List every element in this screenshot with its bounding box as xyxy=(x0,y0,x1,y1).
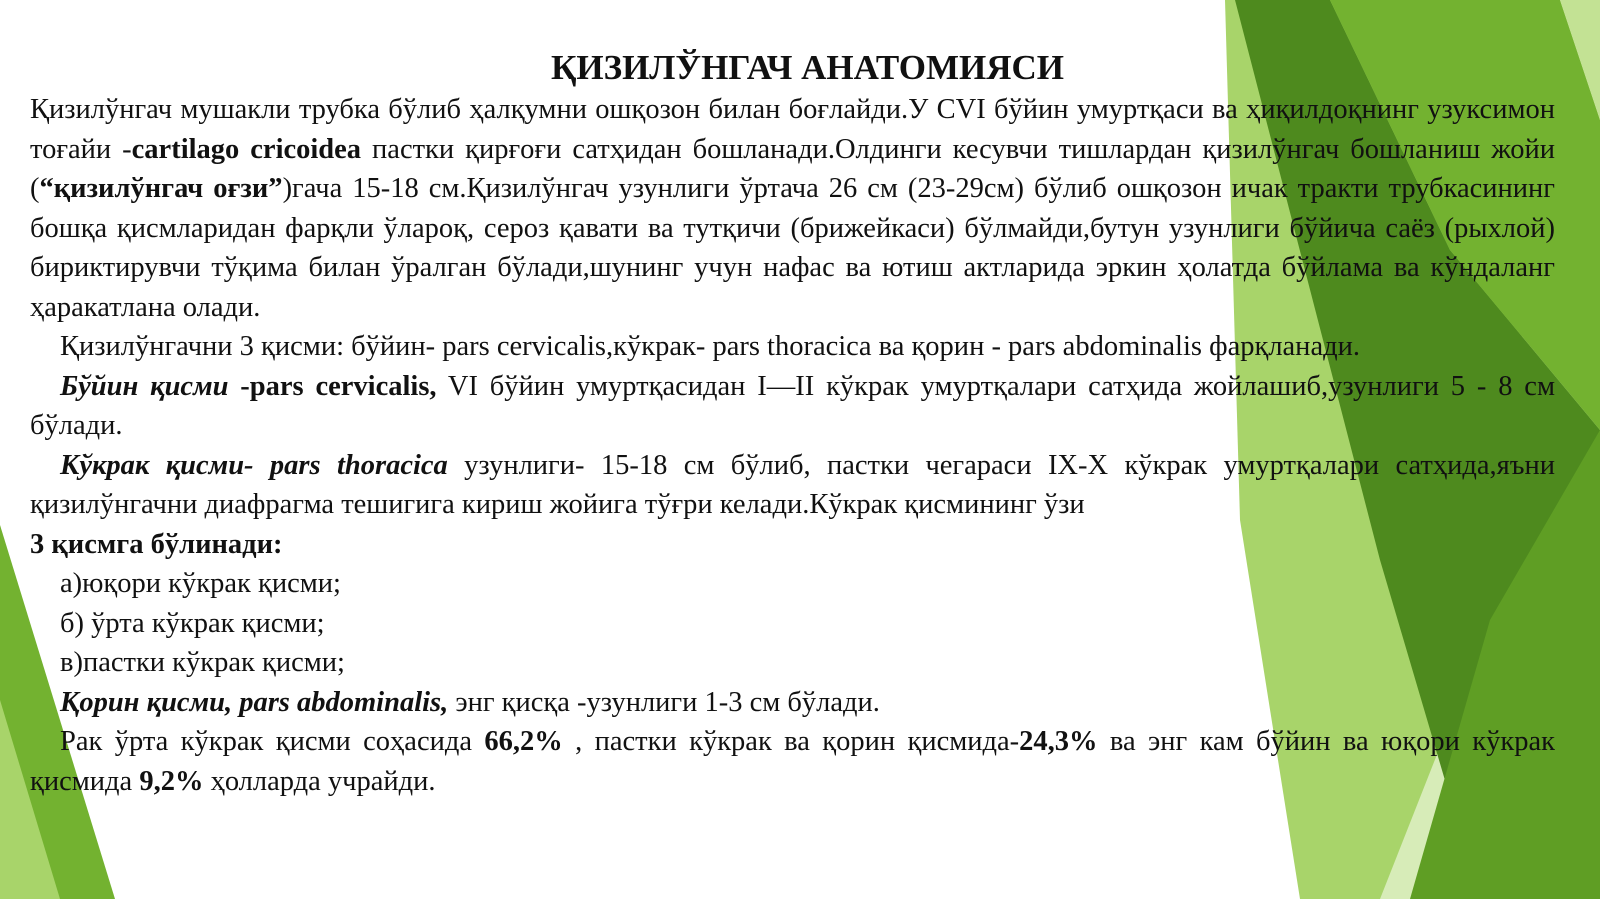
paragraph-cancer-stats xyxy=(30,722,1555,801)
text: Қизилўнгач мушакли трубка бўлиб ҳалқумни ошқозон билан боғлайди.У CVI бўйин умуртқаси ва ҳиқилдоқнинг узуксимон тоғайи - xyxy=(30,94,1555,165)
bold-italic-term: Қорин қисми, pars abdominalis, xyxy=(60,686,449,718)
text: узунлиги- 15-18 см бўлиб, пастки чегараси IX-X кўкрак умуртқалари сатҳида,яъни қизилўнгачни диафрагма тешигига кириш жойига тўғри келади.Кўкрак қисмининг ўзи xyxy=(30,449,1555,520)
bold-italic-term: Кўкрак қисми- pars thoracica xyxy=(60,449,448,481)
paragraph-intro xyxy=(30,90,1555,327)
list-item: в)пастки кўкрак қисми; xyxy=(60,647,345,678)
slide-title: ҚИЗИЛЎНГАЧ АНАТОМИЯСИ xyxy=(551,48,1064,87)
bold-term: cartilago cricoidea xyxy=(131,133,362,165)
bold-term: -pars cervicalis, xyxy=(228,370,437,402)
text: , пастки кўкрак ва қорин қисмида- xyxy=(562,726,1020,757)
slide-text-body xyxy=(30,46,1555,801)
stat-value: 66,2% xyxy=(484,726,563,757)
list-item: б) ўрта кўкрак қисми; xyxy=(60,607,325,639)
paragraph-thoracic xyxy=(30,446,1555,525)
text: )гача 15-18 см.Қизилўнгач узунлиги ўртача 26 см (23-29см) бўлиб ошқозон ичак тракти трубкасининг бошқа қисмларидан фарқли ўлароқ, сероз қавати ва тутқичи (брижейкаси) бўлмайди,бутун узунлиги бўйича саёз (рыхлой) бириктирувчи тўқима билан ўралган бўлади,шунинг учун нафас ва ютиш актларида эркин ҳолатда бўйлама ва кўндаланг ҳаракатлана олади. xyxy=(30,173,1555,323)
text: VI бўйин умуртқасидан I—II кўкрак умуртқалари сатҳида жойлашиб,узунлиги 5 - 8 см бўлади. xyxy=(30,370,1555,441)
list-item: а)юқори кўкрак қисми; xyxy=(60,568,341,599)
bold-term: “қизилўнгач оғзи” xyxy=(39,173,283,204)
bold-italic-term: Бўйин қисми xyxy=(60,370,229,402)
paragraph-parts: Қизилўнгачни 3 қисми: бўйин- pars cervicalis,кўкрак- pars thoracica ва қорин - pars abdominalis фарқланади. xyxy=(60,331,1360,362)
paragraph-cervical xyxy=(30,367,1555,446)
bold-heading: 3 қисмга бўлинади: xyxy=(30,528,283,560)
paragraph-divided xyxy=(30,525,1555,565)
text: энг қисқа -узунлиги 1-3 см бўлади. xyxy=(448,686,880,718)
text: Рак ўрта кўкрак қисми соҳасида xyxy=(60,726,485,757)
stat-value: 24,3% xyxy=(1019,726,1098,757)
paragraph-abdominal xyxy=(30,683,1555,723)
stat-value: 9,2% xyxy=(139,765,204,797)
text: ҳолларда учрайди. xyxy=(203,765,436,797)
text: пастки қирғоғи сатҳидан бошланади.Олдинги кесувчи тишлардан қизилўнгач бошланиш жойи ( xyxy=(30,133,1556,204)
text: ва энг кам бўйин ва юқори кўкрак қисмида xyxy=(30,726,1555,797)
